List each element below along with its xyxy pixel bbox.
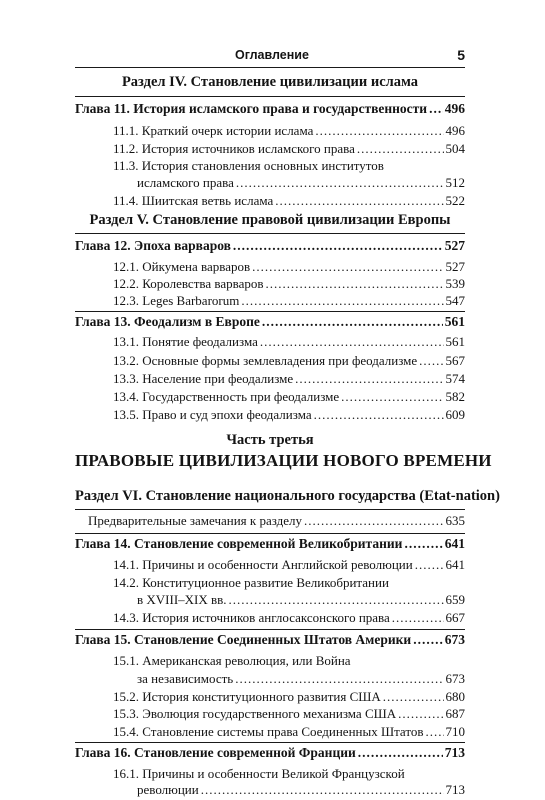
toc-subsection-row[interactable]: [113, 407, 465, 423]
page-ref: 504: [445, 141, 465, 156]
chapter-rule: [75, 311, 465, 312]
dot-leader: [358, 745, 443, 761]
dot-leader: [229, 592, 444, 608]
toc-chapter-row[interactable]: [75, 536, 465, 552]
toc-chapter-row[interactable]: [75, 632, 465, 648]
toc-subsection-row[interactable]: [113, 141, 465, 157]
page-ref: 496: [444, 101, 465, 116]
dot-leader: [404, 536, 442, 552]
toc-intro-row[interactable]: [88, 513, 465, 529]
subsection-title: 14.1. Причины и особенности Английской революции: [113, 557, 413, 572]
toc-subsection-row[interactable]: [113, 689, 465, 705]
subsection-title: 13.2. Основные формы землевладения при феодализме: [113, 353, 418, 368]
toc-subsection-row[interactable]: [113, 276, 465, 292]
section-rule: [75, 509, 465, 510]
dot-leader: [315, 123, 443, 139]
dot-leader: [392, 610, 444, 626]
dot-leader: [265, 276, 443, 292]
page-ref: 522: [445, 193, 465, 208]
toc-subsection-row[interactable]: [113, 193, 465, 209]
subsection-title-continued: исламского права: [137, 175, 234, 190]
section-rule: [75, 96, 465, 97]
dot-leader: [233, 238, 443, 254]
subsection-title: 15.3. Эволюция государственного механизма США: [113, 706, 397, 721]
subsection-title-continued: в XVIII–XIX вв.: [137, 592, 227, 607]
subsection-title: 14.3. История источников англосаксонского права: [113, 610, 390, 625]
dot-leader: [236, 175, 444, 191]
page-ref: 641: [445, 557, 465, 572]
subsection-title: 12.2. Королевства варваров: [113, 276, 264, 291]
subsection-title[interactable]: 15.1. Американская революция, или Война: [113, 653, 351, 668]
dot-leader: [341, 389, 443, 405]
subsection-title: 13.5. Право и суд эпохи феодализма: [113, 407, 312, 422]
toc-subsection-row[interactable]: [113, 557, 465, 573]
dot-leader: [419, 353, 443, 369]
chapter-rule: [75, 742, 465, 743]
dot-leader: [235, 671, 443, 687]
dot-leader: [260, 334, 444, 350]
subsection-title[interactable]: 14.2. Конституционное развитие Великобритании: [113, 575, 389, 590]
page-ref: 673: [444, 632, 465, 647]
chapter-title: Глава 13. Феодализм в Европе: [75, 314, 260, 329]
page-ref: 609: [445, 407, 465, 422]
toc-subsection-row[interactable]: [113, 293, 465, 309]
toc-subsection-row[interactable]: [113, 259, 465, 275]
section-title: Раздел IV. Становление цивилизации ислама: [121, 74, 419, 90]
dot-leader: [415, 557, 444, 573]
subsection-title: 12.3. Leges Barbarorum: [113, 293, 240, 308]
section-title: Раздел V. Становление правовой цивилизации Европы: [89, 212, 451, 228]
page-ref: 567: [445, 353, 465, 368]
subsection-title: 15.4. Становление системы права Соединенных Штатов: [113, 724, 424, 739]
subsection-title: 11.1. Краткий очерк истории ислама: [113, 123, 314, 138]
dot-leader: [241, 293, 443, 309]
toc-subsection-row[interactable]: [113, 389, 465, 405]
subsection-title: 12.1. Ойкумена варваров: [113, 259, 251, 274]
toc-subsection-row[interactable]: [137, 592, 465, 608]
chapter-title: Глава 12. Эпоха варваров: [75, 238, 231, 253]
subsection-title: 11.4. Шиитская ветвь ислама: [113, 193, 274, 208]
subsection-title: 15.2. История конституционного развития США: [113, 689, 381, 704]
page-ref: 561: [444, 314, 465, 329]
dot-leader: [304, 513, 443, 529]
page-ref: 635: [445, 513, 465, 528]
page-ref: 496: [445, 123, 465, 138]
page-number: 5: [457, 47, 465, 63]
header-rule: [75, 67, 465, 68]
toc-subsection-row[interactable]: [137, 671, 465, 687]
subsection-title: 11.2. История источников исламского права: [113, 141, 355, 156]
dot-leader: [398, 706, 443, 722]
toc-subsection-row[interactable]: [113, 334, 465, 350]
chapter-rule: [75, 533, 465, 534]
page-ref: 659: [445, 592, 465, 607]
page-ref: 673: [445, 671, 465, 686]
toc-subsection-row[interactable]: [113, 353, 465, 369]
toc-subsection-row[interactable]: [137, 782, 465, 798]
page-ref: 527: [444, 238, 465, 253]
page-ref: 641: [444, 536, 465, 551]
toc-subsection-row[interactable]: [137, 175, 465, 191]
section-title: Раздел VI. Становление национального государства (Etat-nation): [75, 488, 500, 504]
toc-chapter-row[interactable]: [75, 314, 465, 330]
dot-leader: [262, 314, 443, 330]
page-ref: 667: [445, 610, 465, 625]
dot-leader: [252, 259, 443, 275]
toc-subsection-row[interactable]: [113, 123, 465, 139]
dot-leader: [314, 407, 444, 423]
page-ref: 710: [445, 724, 465, 739]
dot-leader: [295, 371, 443, 387]
running-header: [75, 44, 465, 66]
dot-leader: [383, 689, 444, 705]
page-ref: 539: [445, 276, 465, 291]
dot-leader: [201, 782, 444, 798]
dot-leader: [429, 101, 443, 117]
dot-leader: [426, 724, 444, 740]
chapter-title: Глава 14. Становление современной Великобритании: [75, 536, 403, 551]
part-label: Часть третья: [226, 432, 314, 448]
page-ref: 713: [444, 745, 465, 760]
page-ref: 582: [445, 389, 465, 404]
page-ref: 574: [445, 371, 465, 386]
subsection-title[interactable]: 11.3. История становления основных институтов: [113, 158, 384, 173]
subsection-title-continued: за независимость: [137, 671, 234, 686]
subsection-title: 13.1. Понятие феодализма: [113, 334, 258, 349]
page-ref: 680: [445, 689, 465, 704]
dot-leader: [357, 141, 444, 157]
toc-chapter-row[interactable]: [75, 238, 465, 254]
page-ref: 527: [445, 259, 465, 274]
toc-chapter-row[interactable]: [75, 101, 465, 117]
subsection-title-continued: революции: [137, 782, 199, 797]
subsection-title: 13.4. Государственность при феодализме: [113, 389, 340, 404]
dot-leader: [275, 193, 443, 209]
toc-subsection-row[interactable]: [113, 706, 465, 722]
page-ref: 512: [445, 175, 465, 190]
chapter-rule: [75, 629, 465, 630]
page-ref: 561: [445, 334, 465, 349]
page-ref: 687: [445, 706, 465, 721]
subsection-title: 13.3. Население при феодализме: [113, 371, 294, 386]
toc-subsection-row[interactable]: [113, 610, 465, 626]
dot-leader: [413, 632, 443, 648]
toc-subsection-row[interactable]: [113, 371, 465, 387]
part-title: ПРАВОВЫЕ ЦИВИЛИЗАЦИИ НОВОГО ВРЕМЕНИ: [75, 451, 492, 470]
running-title: Оглавление: [235, 48, 309, 62]
toc-chapter-row[interactable]: [75, 745, 465, 761]
page-ref: 547: [445, 293, 465, 308]
toc-subsection-row[interactable]: [113, 724, 465, 740]
intro-title: Предварительные замечания к разделу: [88, 513, 303, 528]
subsection-title[interactable]: 16.1. Причины и особенности Великой Французской: [113, 766, 405, 781]
chapter-title: Глава 16. Становление современной Франции: [75, 745, 356, 760]
page-ref: 713: [445, 782, 465, 797]
chapter-title: Глава 11. История исламского права и государственности: [75, 101, 428, 116]
chapter-title: Глава 15. Становление Соединенных Штатов Америки: [75, 632, 412, 647]
section-rule: [75, 233, 465, 234]
